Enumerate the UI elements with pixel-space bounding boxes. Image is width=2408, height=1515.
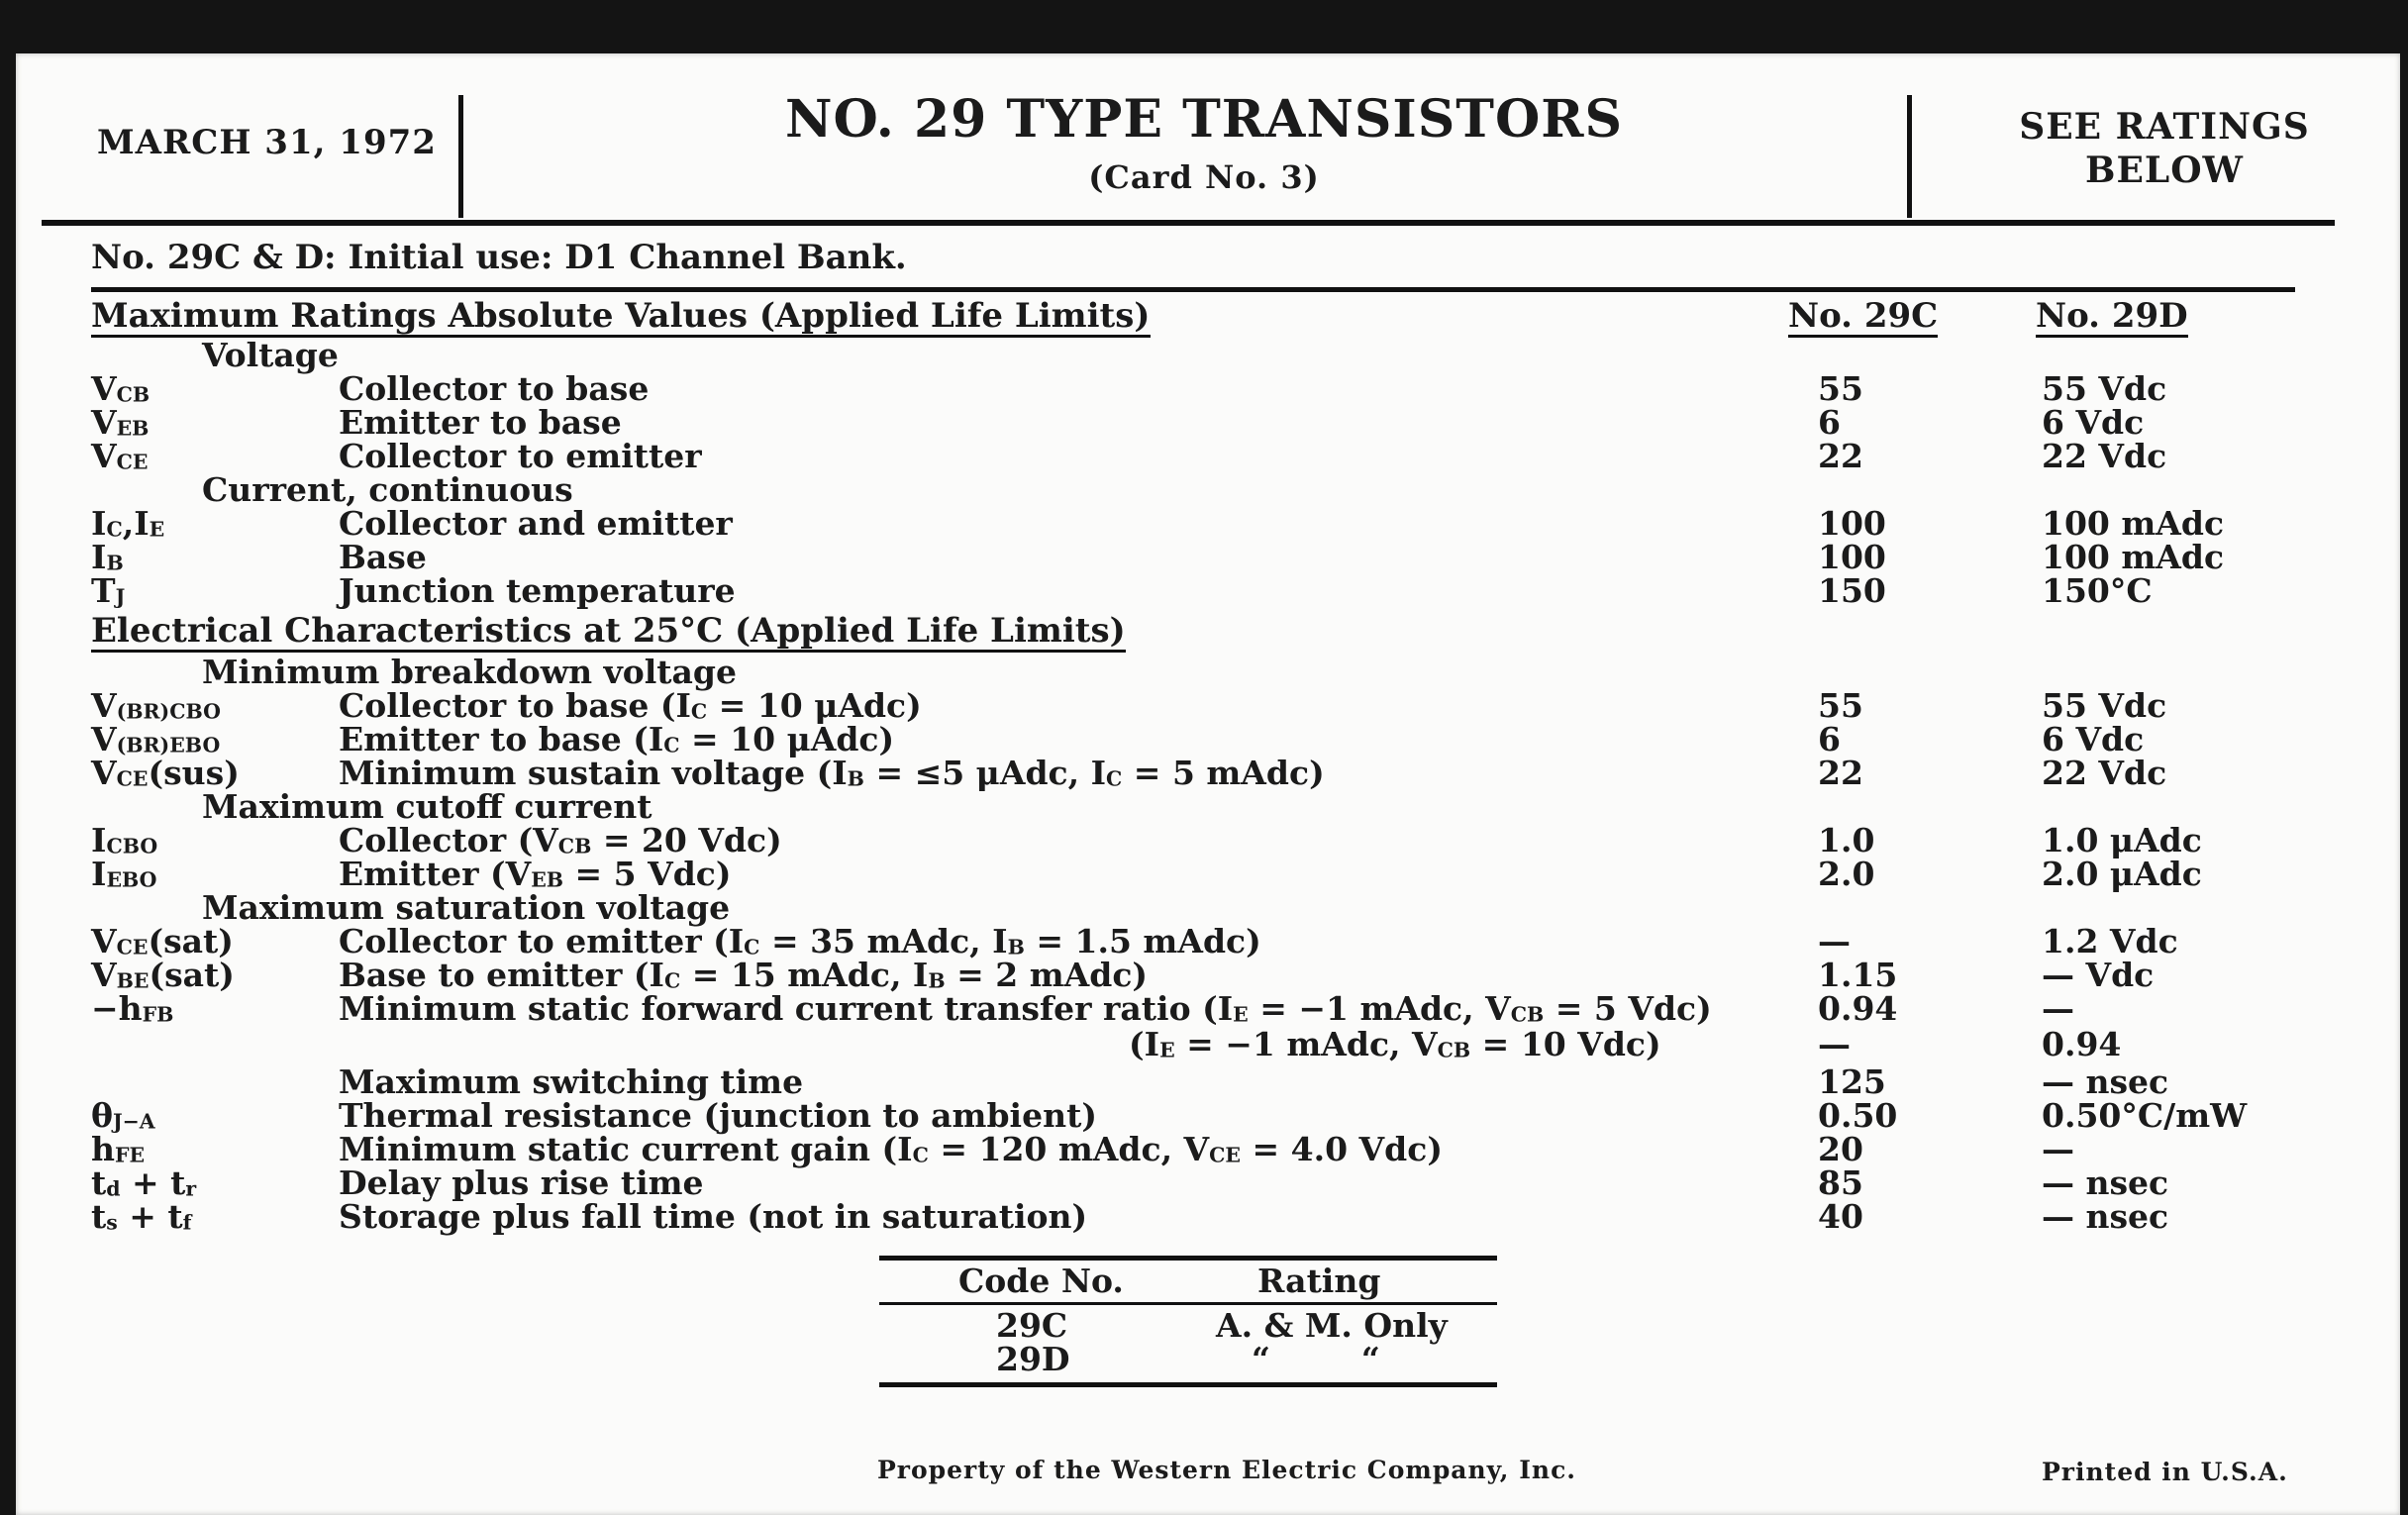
value-29c: 20 (1818, 1130, 1863, 1168)
symbol: IEBO (91, 855, 157, 893)
card-number: (Card No. 3) (1088, 158, 1320, 196)
value-29c: 40 (1818, 1197, 1863, 1236)
table-row (16, 538, 2392, 576)
value-29c: — (1818, 1025, 1851, 1063)
rating-value: “ “ (1252, 1340, 1380, 1378)
see-ratings-note (1927, 105, 2402, 192)
value-29d: 6 Vdc (2042, 403, 2145, 442)
description: Storage plus fall time (not in saturation) (339, 1197, 1088, 1236)
group-breakdown (16, 653, 2392, 691)
table-row (16, 956, 2392, 994)
table-row (16, 821, 2392, 859)
symbol: VCE(sat) (91, 922, 234, 960)
value-29d: — Vdc (2042, 956, 2155, 994)
symbol: IB (91, 538, 124, 576)
property-notice: Property of the Western Electric Company, Inc. (877, 1456, 1577, 1484)
description: Thermal resistance (junction to ambient) (339, 1096, 1097, 1135)
value-29c: 55 (1818, 686, 1863, 725)
header-divider-right (1907, 95, 1912, 218)
elec-header (16, 611, 2392, 651)
rating-value: A. & M. Only (1216, 1306, 1448, 1345)
code-table-row (879, 1340, 1497, 1378)
value-29c: 150 (1818, 571, 1886, 610)
value-29d: 55 Vdc (2042, 369, 2167, 408)
code-value: 29C (996, 1306, 1068, 1345)
symbol: td + tr (91, 1163, 197, 1202)
value-29d: — (2042, 1130, 2074, 1168)
description: Emitter to base (339, 403, 622, 442)
group-label: Maximum cutoff current (202, 787, 652, 826)
value-29d: — nsec (2042, 1062, 2169, 1101)
group-label: Minimum breakdown voltage (202, 653, 738, 691)
printed-in-notice: Printed in U.S.A. (2042, 1458, 2288, 1486)
group-current (16, 470, 2392, 509)
description: Base (339, 538, 427, 576)
description: Junction temperature (339, 571, 736, 610)
value-29c: 22 (1818, 437, 1863, 475)
col-header-29d: No. 29D (2036, 296, 2188, 336)
intro-rule (91, 287, 2295, 292)
value-29d: 0.94 (2042, 1025, 2122, 1063)
value-29c: 6 (1818, 720, 1841, 758)
col-header-29c: No. 29C (1788, 296, 1939, 336)
table-row (16, 403, 2392, 442)
symbol: θJ−A (91, 1096, 155, 1135)
see-ratings-line1: SEE RATINGS (2019, 106, 2310, 148)
table-row (16, 1163, 2392, 1202)
symbol: VCB (91, 369, 150, 408)
value-29c: 6 (1818, 403, 1841, 442)
table-row (16, 1130, 2392, 1168)
table-row (16, 571, 2392, 610)
index-card (16, 53, 2400, 1515)
value-29d: — nsec (2042, 1197, 2169, 1236)
value-29d: 22 Vdc (2042, 754, 2167, 792)
description: Delay plus rise time (339, 1163, 704, 1202)
group-saturation (16, 888, 2392, 927)
symbol: VCE (91, 437, 149, 475)
group-switching (16, 1062, 2392, 1101)
symbol: IC,IE (91, 504, 165, 543)
see-ratings-line2: BELOW (2085, 150, 2244, 191)
value-29d: 150°C (2042, 571, 2153, 610)
description: Collector and emitter (339, 504, 733, 543)
table-row (16, 855, 2392, 893)
value-29c: 55 (1818, 369, 1863, 408)
description: Collector to base (339, 369, 650, 408)
elec-title: Electrical Characteristics at 25°C (Applied Life Limits) (91, 611, 1126, 651)
value-29d: 2.0 μAdc (2042, 855, 2202, 893)
value-29c: — (1818, 922, 1851, 960)
card-title: NO. 29 TYPE TRANSISTORS (784, 89, 1624, 150)
value-29c: 100 (1818, 538, 1886, 576)
initial-use-line: No. 29C & D: Initial use: D1 Channel Bank. (91, 238, 907, 277)
description: Base to emitter (IC = 15 mAdc, IB = 2 mAdc) (339, 956, 1149, 994)
value-29d: — (2042, 989, 2074, 1028)
value-29c: 0.50 (1818, 1096, 1898, 1135)
symbol: V(BR)EBO (91, 720, 221, 758)
table-row (16, 1025, 2392, 1063)
value-29c: 2.0 (1818, 855, 1875, 893)
code-rating-table (879, 1256, 1497, 1387)
card-date: MARCH 31, 1972 (97, 123, 437, 162)
value-29d: 1.2 Vdc (2042, 922, 2178, 960)
group-label: Voltage (202, 336, 339, 374)
symbol: VCE(sus) (91, 754, 240, 792)
value-29d: 0.50°C/mW (2042, 1096, 2248, 1135)
group-label: Maximum switching time (339, 1062, 804, 1101)
table-row (16, 686, 2392, 725)
table-row (16, 922, 2392, 960)
value-29d: — nsec (2042, 1163, 2169, 1202)
value-29c: 125 (1818, 1062, 1886, 1101)
code-table-header (879, 1261, 1497, 1302)
max-ratings-title: Maximum Ratings Absolute Values (Applied Life Limits) (91, 296, 1151, 336)
description: Minimum static forward current transfer ratio (IE = −1 mAdc, VCB = 5 Vdc) (339, 989, 1712, 1028)
group-cutoff (16, 787, 2392, 826)
code-header: Code No. (958, 1262, 1124, 1300)
description: Minimum static current gain (IC = 120 mAdc, VCE = 4.0 Vdc) (339, 1130, 1443, 1168)
value-29d: 1.0 μAdc (2042, 821, 2202, 859)
table-row (16, 989, 2392, 1028)
group-label: Maximum saturation voltage (202, 888, 731, 927)
value-29d: 100 mAdc (2042, 504, 2225, 543)
description: Emitter to base (IC = 10 μAdc) (339, 720, 895, 758)
value-29c: 85 (1818, 1163, 1863, 1202)
value-29d: 55 Vdc (2042, 686, 2167, 725)
value-29d: 100 mAdc (2042, 538, 2225, 576)
value-29c: 22 (1818, 754, 1863, 792)
value-29c: 1.15 (1818, 956, 1898, 994)
symbol: TJ (91, 571, 126, 610)
header-divider-left (458, 95, 463, 218)
description-continued: (IE = −1 mAdc, VCB = 10 Vdc) (1129, 1025, 1661, 1063)
code-table-row (879, 1306, 1497, 1345)
table-row (16, 369, 2392, 408)
symbol: ts + tf (91, 1197, 192, 1236)
description: Collector (VCB = 20 Vdc) (339, 821, 782, 859)
group-label: Current, continuous (202, 470, 573, 509)
table-row (16, 1197, 2392, 1236)
description: Collector to emitter (339, 437, 702, 475)
value-29c: 100 (1818, 504, 1886, 543)
symbol: ICBO (91, 821, 158, 859)
table-row (16, 504, 2392, 543)
symbol: VEB (91, 403, 150, 442)
symbol: hFE (91, 1130, 146, 1168)
value-29c: 1.0 (1818, 821, 1875, 859)
header-rule (42, 220, 2335, 226)
symbol: −hFB (91, 989, 174, 1028)
description: Collector to base (IC = 10 μAdc) (339, 686, 922, 725)
table-row (16, 437, 2392, 475)
group-voltage (16, 336, 2392, 374)
value-29d: 22 Vdc (2042, 437, 2167, 475)
table-row (16, 754, 2392, 792)
description: Emitter (VEB = 5 Vdc) (339, 855, 732, 893)
description: Collector to emitter (IC = 35 mAdc, IB = 1.5 mAdc) (339, 922, 1261, 960)
value-29c: 0.94 (1818, 989, 1898, 1028)
max-ratings-header (16, 296, 2392, 336)
code-value: 29D (996, 1340, 1070, 1378)
rating-header: Rating (1257, 1262, 1381, 1300)
description: Minimum sustain voltage (IB = ≤5 μAdc, IC = 5 mAdc) (339, 754, 1325, 792)
symbol: V(BR)CBO (91, 686, 221, 725)
table-row (16, 720, 2392, 758)
table-row (16, 1096, 2392, 1135)
value-29d: 6 Vdc (2042, 720, 2145, 758)
symbol: VBE(sat) (91, 956, 235, 994)
